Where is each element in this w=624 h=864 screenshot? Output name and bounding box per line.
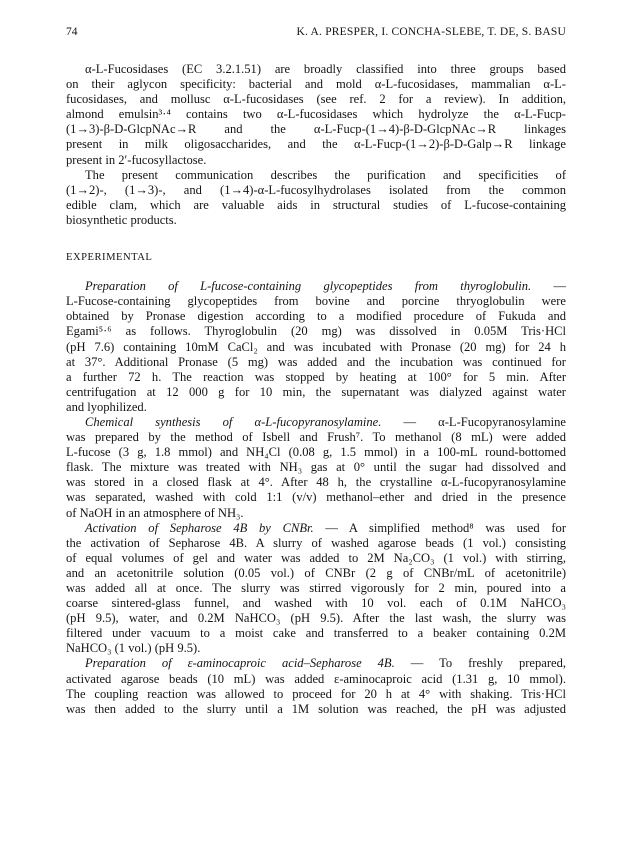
paragraph-aminocaproic-sepharose xyxy=(66,656,566,716)
text-line: activated agarose beads (10 mL) was added ε-aminocaproic acid (1.31 g, 10 mmol). xyxy=(66,671,566,686)
body-text xyxy=(66,62,566,717)
subsection-title: Preparation of L-fucose-containing glycopeptides from thyroglobulin. xyxy=(85,279,532,294)
section-spacer xyxy=(66,228,566,238)
text-line: coarse sintered-glass funnel, and washed with 10 vol. each of 0.1M NaHCO₃ xyxy=(66,596,566,611)
subsection-lead: — To freshly prepared, xyxy=(394,656,566,671)
text-line: was prepared by the method of Isbell and Frush⁷. To methanol (8 mL) were added xyxy=(66,430,566,445)
text-line xyxy=(66,279,566,294)
text-line: (pH 7.6) containing 10mM CaCl₂ and was incubated with Pronase (20 mg) for 24 h xyxy=(66,339,566,354)
text-line: and lyophilized. xyxy=(66,399,147,414)
text-line: α-L-Fucosidases (EC 3.2.1.51) are broadly classified into three groups based xyxy=(85,62,566,76)
text-line: NaHCO₃ (1 vol.) (pH 9.5). xyxy=(66,641,201,656)
subsection-title: Preparation of ε-aminocaproic acid–Sepharose 4B. xyxy=(85,656,395,671)
text-line xyxy=(66,415,566,430)
text-line: of equal volumes of gel and water was added to 2M Na₂CO₃ (1 vol.) with stirring, xyxy=(66,550,566,565)
text-line: L-fucose (3 g, 1.8 mmol) and NH₄Cl (0.08 g, 1.5 mmol) in a 100-mL round-bottomed xyxy=(66,445,566,460)
text-line xyxy=(66,521,566,536)
paragraph-sepharose-activation xyxy=(66,521,566,657)
text-line: was stored in a closed flask at 4°. After 48 h, the crystalline α-L-fucopyranosylamine xyxy=(66,475,566,490)
text-line: the activation of Sepharose 4B. A slurry of washed agarose beads (1 vol.) consisting xyxy=(66,535,566,550)
text-line: flask. The mixture was treated with NH₃ gas at 0° until the sugar had dissolved and xyxy=(66,460,566,475)
paragraph-fucopyranosylamine xyxy=(66,415,566,521)
text-line: and an acetonitrile solution (0.05 vol.) of CNBr (2 g of CNBr/mL of acetonitrile) xyxy=(66,565,566,580)
intro-paragraph-2 xyxy=(66,168,566,228)
running-head-authors: K. A. PRESPER, I. CONCHA-SLEBE, T. DE, S. BASU xyxy=(296,26,566,38)
text-line: L-Fucose-containing glycopeptides from bovine and porcine thryoglobulin were xyxy=(66,294,566,309)
text-line: Egami⁵·⁶ as follows. Thyroglobulin (20 mg) was dissolved in 0.05M Tris·HCl xyxy=(66,324,566,339)
subsection-lead: — α-L-Fucopyranosylamine xyxy=(381,414,566,429)
text-line: was added all at once. The slurry was stirred vigorously for 2 min, poured into a xyxy=(66,581,566,595)
text-line: (1→2)-, (1→3)-, and (1→4)-α-L-fucosylhydrolases isolated from the common xyxy=(66,182,566,197)
text-line: present in milk oligosaccharides, and the α-L-Fucp-(1→2)-β-D-Galp→R linkage xyxy=(66,137,566,152)
text-line: on their aglycon specificity: bacterial and mold α-L-fucosidases, mammalian α-L- xyxy=(66,77,566,92)
text-line: present in 2′-fucosyllactose. xyxy=(66,152,207,167)
text-line xyxy=(66,656,566,671)
section-heading-experimental: EXPERIMENTAL xyxy=(66,252,153,264)
text-line: biosynthetic products. xyxy=(66,212,177,227)
text-line: The coupling reaction was allowed to proceed for 20 h at 4° with shaking. Tris·HCl xyxy=(66,686,566,701)
text-line: was then added to the slurry until a 1M solution was reached, the pH was adjusted xyxy=(66,701,566,716)
subsection-title: Chemical synthesis of α-L-fucopyranosylamine. xyxy=(85,414,382,429)
text-line: a further 72 h. The reaction was stopped by heating at 100° for 5 min. After xyxy=(66,369,566,384)
text-line: was separated, washed with cold 1:1 (v/v) methanol–ether and dried in the presence xyxy=(66,490,566,505)
text-line: at 37°. Additional Pronase (5 mg) was added and the incubation was continued for xyxy=(66,354,566,369)
text-line: of NaOH in an atmosphere of NH₃. xyxy=(66,505,244,520)
text-line: The present communication describes the purification and specificities of xyxy=(85,167,566,182)
text-line: filtered under vacuum to a moist cake and transferred to a beaker containing 0.2M xyxy=(66,626,566,641)
text-line: (pH 9.5), water, and 0.2M NaHCO₃ (pH 9.5). After the last wash, the slurry was xyxy=(66,611,566,626)
text-line: (1→3)-β-D-GlcpNAc→R and the α-L-Fucp-(1→4)-β-D-GlcpNAc→R linkages xyxy=(66,122,566,137)
text-line: edible clam, which are valuable aids in structural studies of L-fucose-containing xyxy=(66,197,566,212)
text-line: fucosidases, and mollusc α-L-fucosidases (see ref. 2 for a review). In addition, xyxy=(66,92,566,107)
paragraph-glycopeptides xyxy=(66,279,566,415)
page-number: 74 xyxy=(66,26,78,38)
text-line: almond emulsin³·⁴ contains two α-L-fucosidases which hydrolyze the α-L-Fucp- xyxy=(66,107,566,122)
subsection-lead: — xyxy=(531,279,566,294)
subsection-title: Activation of Sepharose 4B by CNBr. xyxy=(85,520,314,535)
running-head xyxy=(66,26,566,42)
intro-paragraph-1 xyxy=(66,62,566,168)
text-line: centrifugation at 12 000 g for 10 min, the supernatant was dialyzed against water xyxy=(66,384,566,399)
text-line: obtained by Pronase digestion according to a modified procedure of Fukuda and xyxy=(66,309,566,324)
subsection-lead: — A simplified method⁸ was used for xyxy=(313,520,566,535)
